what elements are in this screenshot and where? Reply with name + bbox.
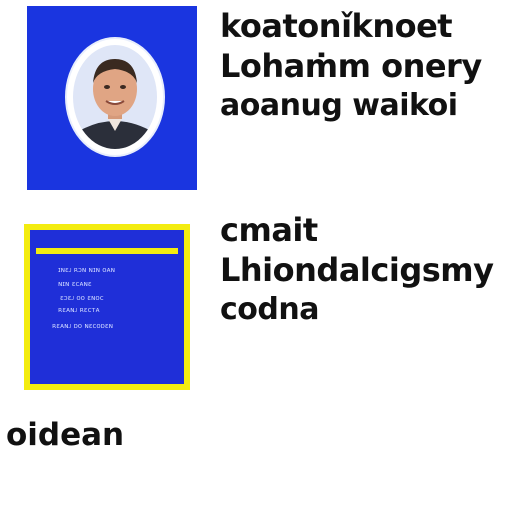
top-text-block	[220, 6, 482, 126]
top-line-2: Lohaṁm onery	[220, 47, 482, 85]
card-text-line: ɴɪɴ ɛᴄᴀɴɛ	[58, 280, 92, 288]
middle-text-block	[220, 210, 493, 330]
profile-card	[27, 6, 197, 190]
avatar	[67, 39, 163, 155]
bottom-text: oidean	[6, 417, 125, 453]
middle-line-3: codna	[220, 292, 319, 327]
top-line-3: aoanug waikoi	[220, 88, 458, 123]
card-text-line: ʀɛᴀɴᴊ ᴅᴏ ɴɛᴄᴏᴅɛɴ	[52, 322, 114, 330]
top-line-1: koatonǐknoet	[220, 7, 453, 45]
middle-line-2: Lhiondalcigsmy	[220, 251, 494, 289]
card-text-line: ɪɴɛᴊ ʀɔɴ ɴɪɴ ᴏᴀɴ	[58, 266, 116, 274]
portrait-image	[73, 45, 157, 149]
middle-line-1: cmait	[220, 211, 318, 249]
card-divider	[36, 248, 178, 254]
yellow-bordered-card	[24, 224, 190, 390]
card-text-line: ʀɛᴀɴᴊ ʀɛᴄᴛᴀ	[58, 306, 100, 314]
card-text-line: ɛɔɛᴊ ᴏᴏ ɛɴᴏᴄ	[60, 294, 104, 302]
